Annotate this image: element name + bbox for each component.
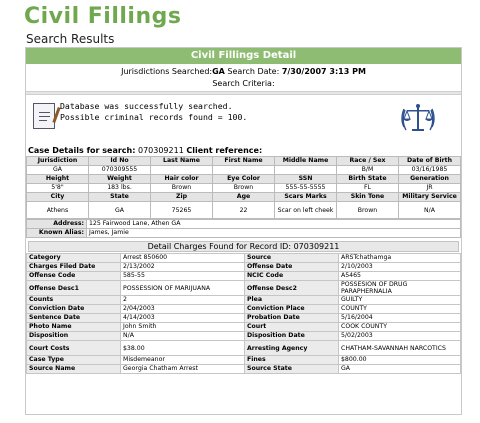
record-header-row	[27, 175, 461, 184]
charge-row	[27, 296, 461, 305]
charge-label: Arresting Agency	[245, 341, 339, 356]
charge-value: COUNTY	[339, 305, 461, 314]
search-meta	[26, 66, 461, 78]
alias-value: James, Jamie	[87, 229, 461, 238]
record-value-cell: Brown	[337, 202, 399, 219]
charge-value: Misdemeanor	[121, 356, 245, 365]
record-header-cell: Hair color	[151, 175, 213, 184]
charge-value: ARSTchathamga	[339, 254, 461, 263]
record-value-cell: JR	[399, 184, 461, 193]
charge-label: Category	[27, 254, 121, 263]
record-value-cell: GA	[27, 166, 89, 175]
panel-header: Civil Fillings Detail	[26, 48, 461, 64]
charge-row	[27, 305, 461, 314]
charge-value: $800.00	[339, 356, 461, 365]
charge-row	[27, 314, 461, 323]
charge-label: Fines	[245, 356, 339, 365]
charge-value: GA	[339, 365, 461, 374]
record-value-cell: 070309555	[89, 166, 151, 175]
record-table	[26, 156, 461, 219]
record-value-cell: 5'8"	[27, 184, 89, 193]
record-header-cell: Generation	[399, 175, 461, 184]
charge-label: Probation Date	[245, 314, 339, 323]
address-row	[27, 220, 461, 229]
record-header-row	[27, 193, 461, 202]
charge-row	[27, 281, 461, 296]
record-header-cell: Eye Color	[213, 175, 275, 184]
alias-row	[27, 229, 461, 238]
charge-value: 585-55	[121, 272, 245, 281]
document-edit-icon	[33, 103, 55, 129]
charge-value: POSSESION OF DRUG PARAPHERNALIA	[339, 281, 461, 296]
charge-label: Source State	[245, 365, 339, 374]
alias-label: Known Alias:	[27, 229, 87, 238]
record-header-cell: Scars Marks	[275, 193, 337, 202]
charge-value: N/A	[121, 332, 245, 341]
charge-row	[27, 356, 461, 365]
record-header-cell: Age	[213, 193, 275, 202]
record-value-cell: FL	[337, 184, 399, 193]
charges-table	[26, 253, 461, 374]
charge-value: 4/14/2003	[121, 314, 245, 323]
status-message	[60, 101, 247, 123]
charge-label: Sentence Date	[27, 314, 121, 323]
charge-label: Conviction Date	[27, 305, 121, 314]
case-details-line	[26, 145, 461, 156]
status-line-2: Possible criminal records found = 100.	[60, 112, 248, 122]
charge-value: 5/02/2003	[339, 332, 461, 341]
record-value-cell: GA	[89, 202, 151, 219]
charge-label: Offense Desc2	[245, 281, 339, 296]
record-value-row	[27, 166, 461, 175]
record-value-cell	[151, 166, 213, 175]
record-header-cell: Zip	[151, 193, 213, 202]
search-status	[26, 95, 461, 145]
client-reference-label: Client reference:	[186, 146, 263, 155]
record-header-cell: Id No	[89, 157, 151, 166]
charge-row	[27, 263, 461, 272]
record-header-row	[27, 157, 461, 166]
record-header-cell: SSN	[275, 175, 337, 184]
record-value-cell	[213, 166, 275, 175]
page-subtitle: Search Results	[26, 32, 115, 46]
record-value-cell: 555-55-5555	[275, 184, 337, 193]
record-header-cell: Race / Sex	[337, 157, 399, 166]
charge-row	[27, 365, 461, 374]
charge-label: Court	[245, 323, 339, 332]
charge-value: 5/16/2004	[339, 314, 461, 323]
record-value-row	[27, 184, 461, 193]
record-value-cell: 03/16/1985	[399, 166, 461, 175]
record-value-cell: Brown	[213, 184, 275, 193]
charge-value: John Smith	[121, 323, 245, 332]
charge-label: Plea	[245, 296, 339, 305]
address-table	[26, 219, 461, 238]
record-header-cell: First Name	[213, 157, 275, 166]
address-value: 125 Fairwood Lane, Athen GA	[87, 220, 461, 229]
record-header-cell: Military Service	[399, 193, 461, 202]
case-label: Case Details for search:	[28, 146, 136, 155]
scales-of-justice-seal-icon	[396, 97, 440, 141]
status-line-1: Database was successfully searched.	[60, 101, 233, 111]
record-value-cell: Athens	[27, 202, 89, 219]
record-header-cell: City	[27, 193, 89, 202]
charge-label: Counts	[27, 296, 121, 305]
app-title: Civil Fillings	[24, 4, 182, 29]
charge-value: $38.00	[121, 341, 245, 356]
record-header-cell: Skin Tone	[337, 193, 399, 202]
record-header-cell: Weight	[89, 175, 151, 184]
record-value-row	[27, 202, 461, 219]
charge-label: Offense Code	[27, 272, 121, 281]
charge-label: Case Type	[27, 356, 121, 365]
charge-label: Conviction Place	[245, 305, 339, 314]
record-header-cell: Height	[27, 175, 89, 184]
detail-charges-bar: Detail Charges Found for Record ID: 070309211	[28, 241, 459, 252]
record-value-cell: 22	[213, 202, 275, 219]
charge-value: POSSESSION OF MARIJUANA	[121, 281, 245, 296]
charge-label: NCIC Code	[245, 272, 339, 281]
charge-label: Court Costs	[27, 341, 121, 356]
charge-row	[27, 341, 461, 356]
charge-label: Disposition	[27, 332, 121, 341]
record-header-cell: Last Name	[151, 157, 213, 166]
record-value-cell	[275, 166, 337, 175]
charge-value: 2/13/2002	[121, 263, 245, 272]
record-value-cell: Scar on left cheek	[275, 202, 337, 219]
charge-value: 2/04/2003	[121, 305, 245, 314]
charge-value: A5465	[339, 272, 461, 281]
charge-label: Source	[245, 254, 339, 263]
charge-label: Offense Date	[245, 263, 339, 272]
charge-row	[27, 254, 461, 263]
charge-value: Georgia Chatham Arrest	[121, 365, 245, 374]
record-header-cell: Birth State	[337, 175, 399, 184]
record-header-cell: State	[89, 193, 151, 202]
case-id: 070309211	[137, 146, 184, 155]
charge-row	[27, 332, 461, 341]
record-value-cell: Brown	[151, 184, 213, 193]
charge-value: Arrest 850600	[121, 254, 245, 263]
record-header-cell: Jurisdiction	[27, 157, 89, 166]
record-value-cell: 183 lbs.	[89, 184, 151, 193]
jurisdictions-value: GA	[212, 67, 225, 76]
record-value-cell: B/M	[337, 166, 399, 175]
record-header-cell: Date of Birth	[399, 157, 461, 166]
charge-value: 2/10/2003	[339, 263, 461, 272]
charge-label: Charges Filed Date	[27, 263, 121, 272]
civil-fillings-detail-panel	[25, 47, 462, 415]
charge-row	[27, 323, 461, 332]
record-value-cell: 75265	[151, 202, 213, 219]
search-date-label: Search Date:	[227, 67, 280, 76]
record-value-cell: N/A	[399, 202, 461, 219]
charge-label: Source Name	[27, 365, 121, 374]
charge-row	[27, 272, 461, 281]
charge-value: COOK COUNTY	[339, 323, 461, 332]
charge-label: Offense Desc1	[27, 281, 121, 296]
record-header-cell: Middle Name	[275, 157, 337, 166]
address-label: Address:	[27, 220, 87, 229]
charge-value: CHATHAM-SAVANNAH NARCOTICS	[339, 341, 461, 356]
charge-value: 2	[121, 296, 245, 305]
charge-label: Disposition Date	[245, 332, 339, 341]
search-criteria-label: Search Criteria:	[212, 79, 275, 88]
jurisdictions-label: Jurisdictions Searched:	[121, 67, 213, 76]
charge-label: Photo Name	[27, 323, 121, 332]
search-date-value: 7/30/2007 3:13 PM	[281, 67, 366, 76]
charge-value: GUILTY	[339, 296, 461, 305]
